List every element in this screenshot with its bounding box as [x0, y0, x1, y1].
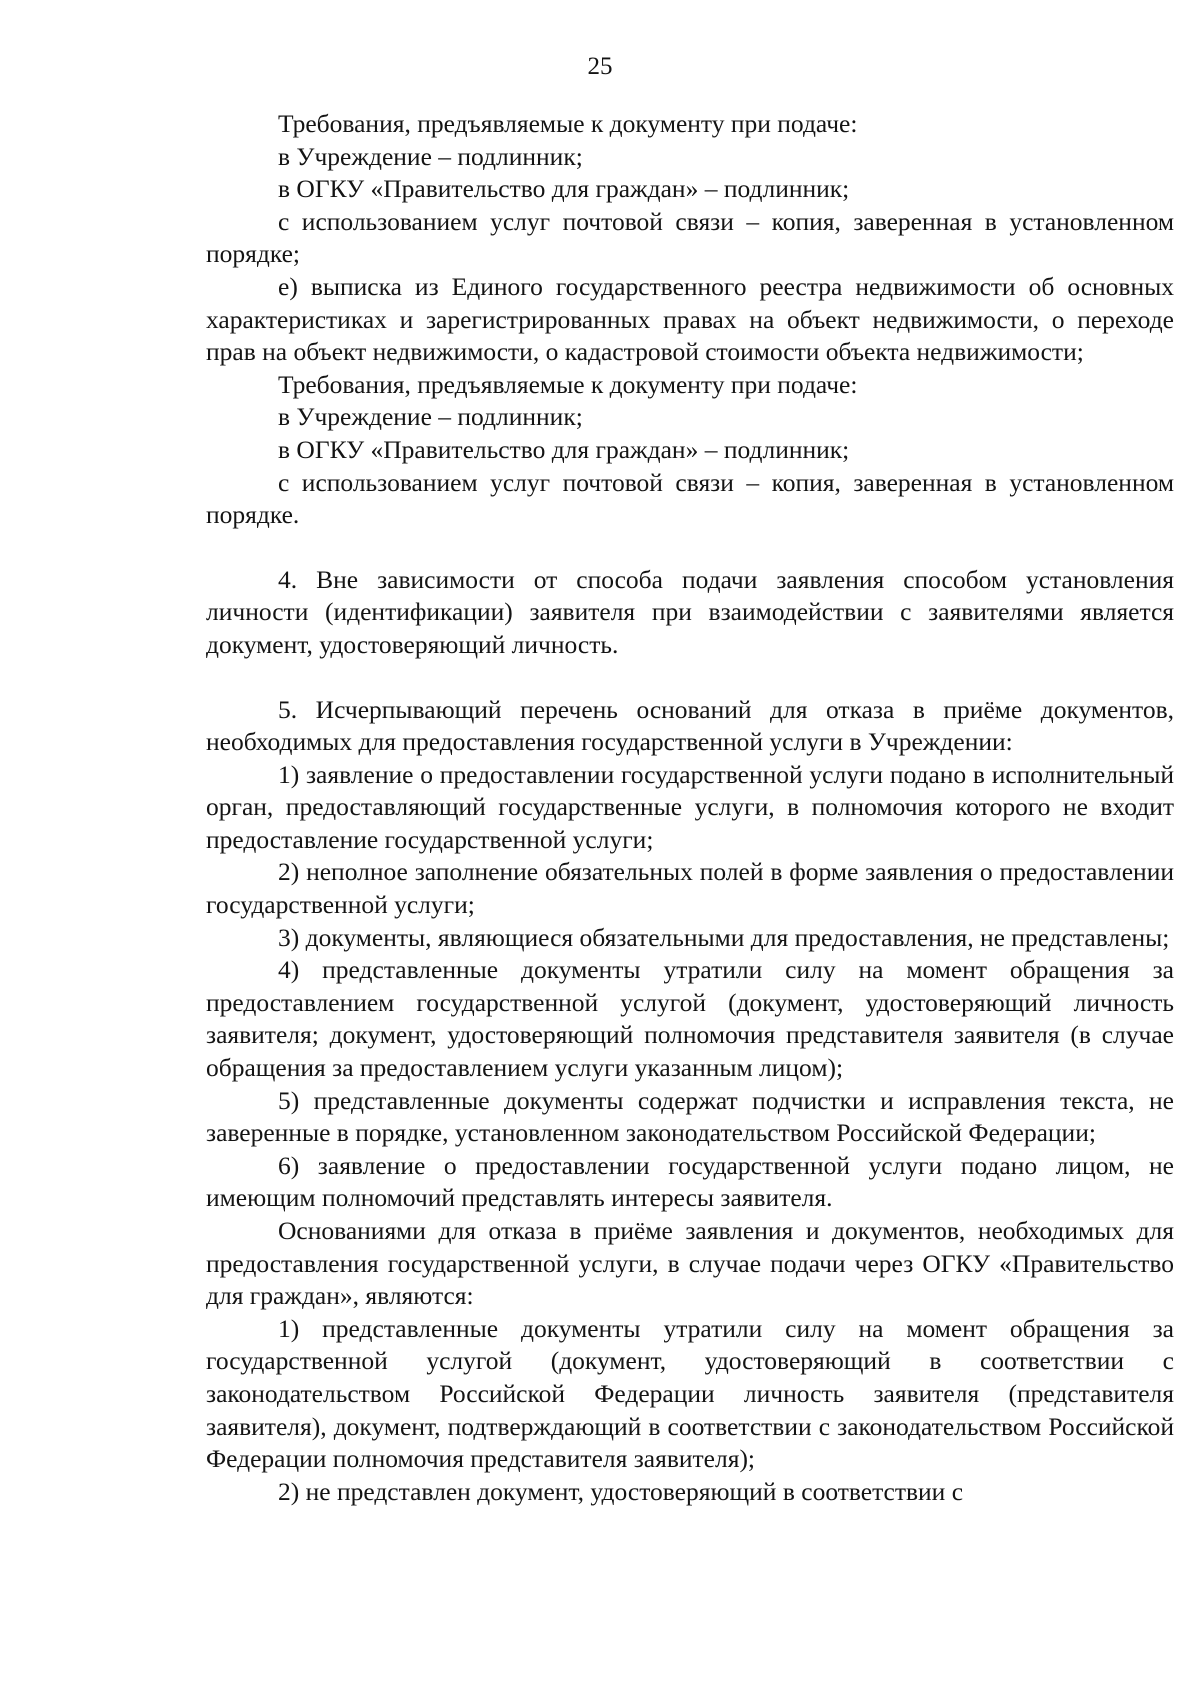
- paragraph-postal-copy: с использованием услуг почтовой связи – копия, заверенная в установленном порядке;: [206, 206, 1174, 269]
- document-body: [206, 108, 1174, 1508]
- section-spacer: [206, 662, 1174, 694]
- paragraph-institution-original: в Учреждение – подлинник;: [278, 141, 583, 171]
- paragraph-ogku-original-2: в ОГКУ «Правительство для граждан» – подлинник;: [278, 434, 850, 464]
- paragraph-postal-copy-2: с использованием услуг почтовой связи – копия, заверенная в установленном порядке.: [206, 467, 1174, 530]
- list-item-5: 5) представленные документы содержат подчистки и исправления текста, не заверенные в порядке, установленном законодательством Российской Федерации;: [206, 1085, 1174, 1148]
- paragraph-section-4: 4. Вне зависимости от способа подачи заявления способом установления личности (идентификации) заявителя при взаимодействии с заявителями является документ, удостоверяющий личность.: [206, 564, 1174, 659]
- paragraph-institution-original-2: в Учреждение – подлинник;: [278, 402, 583, 432]
- paragraph-requirements-heading: Требования, предъявляемые к документу при подаче:: [278, 109, 858, 138]
- ogku-list-item-2: 2) не представлен документ, удостоверяющий в соответствии с: [278, 1476, 964, 1506]
- paragraph-ogku-grounds: Основаниями для отказа в приёме заявления и документов, необходимых для предоставления государственной услуги, в случае подачи через ОГКУ «Правительство для граждан», являются:: [206, 1216, 1174, 1311]
- list-item-1: 1) заявление о предоставлении государственной услуги подано в исполнительный орган, предоставляющий государственные услуги, в полномочия которого не входит предоставление государственной услуги;: [206, 759, 1174, 854]
- page-number: 25: [587, 53, 613, 80]
- list-item-2: 2) неполное заполнение обязательных полей в форме заявления о предоставлении государственной услуги;: [206, 857, 1174, 920]
- paragraph-ogku-original: в ОГКУ «Правительство для граждан» – подлинник;: [278, 174, 850, 204]
- section-spacer: [206, 532, 1174, 564]
- paragraph-requirements-heading-2: Требования, предъявляемые к документу при подаче:: [278, 369, 858, 399]
- paragraph-item-e-extract: е) выписка из Единого государственного реестра недвижимости об основных характеристиках и зарегистрированных правах на объект недвижимости, о переходе прав на объект недвижимости, о кадастровой стоимости объекта недвижимости;: [206, 271, 1174, 367]
- ogku-list-item-1: 1) представленные документы утратили силу на момент обращения за государственной услугой (документ, удостоверяющий в соответствии с законодательством Российской Федерации личность заявителя (представителя заявителя), документ, подтверждающий в соответствии с законодательством Российской Федерации полномочия представителя заявителя);: [206, 1313, 1174, 1474]
- list-item-6: 6) заявление о предоставлении государственной услуги подано лицом, не имеющим полномочий представлять интересы заявителя.: [206, 1150, 1174, 1213]
- list-item-3: 3) документы, являющиеся обязательными для предоставления, не представлены;: [278, 922, 1170, 952]
- paragraph-section-5: 5. Исчерпывающий перечень оснований для отказа в приёме документов, необходимых для предоставления государственной услуги в Учреждении:: [206, 694, 1174, 757]
- list-item-4: 4) представленные документы утратили силу на момент обращения за предоставлением государственной услугой (документ, удостоверяющий личность заявителя; документ, удостоверяющий полномочия представителя заявителя (в случае обращения за предоставлением услуги указанным лицом);: [206, 955, 1174, 1083]
